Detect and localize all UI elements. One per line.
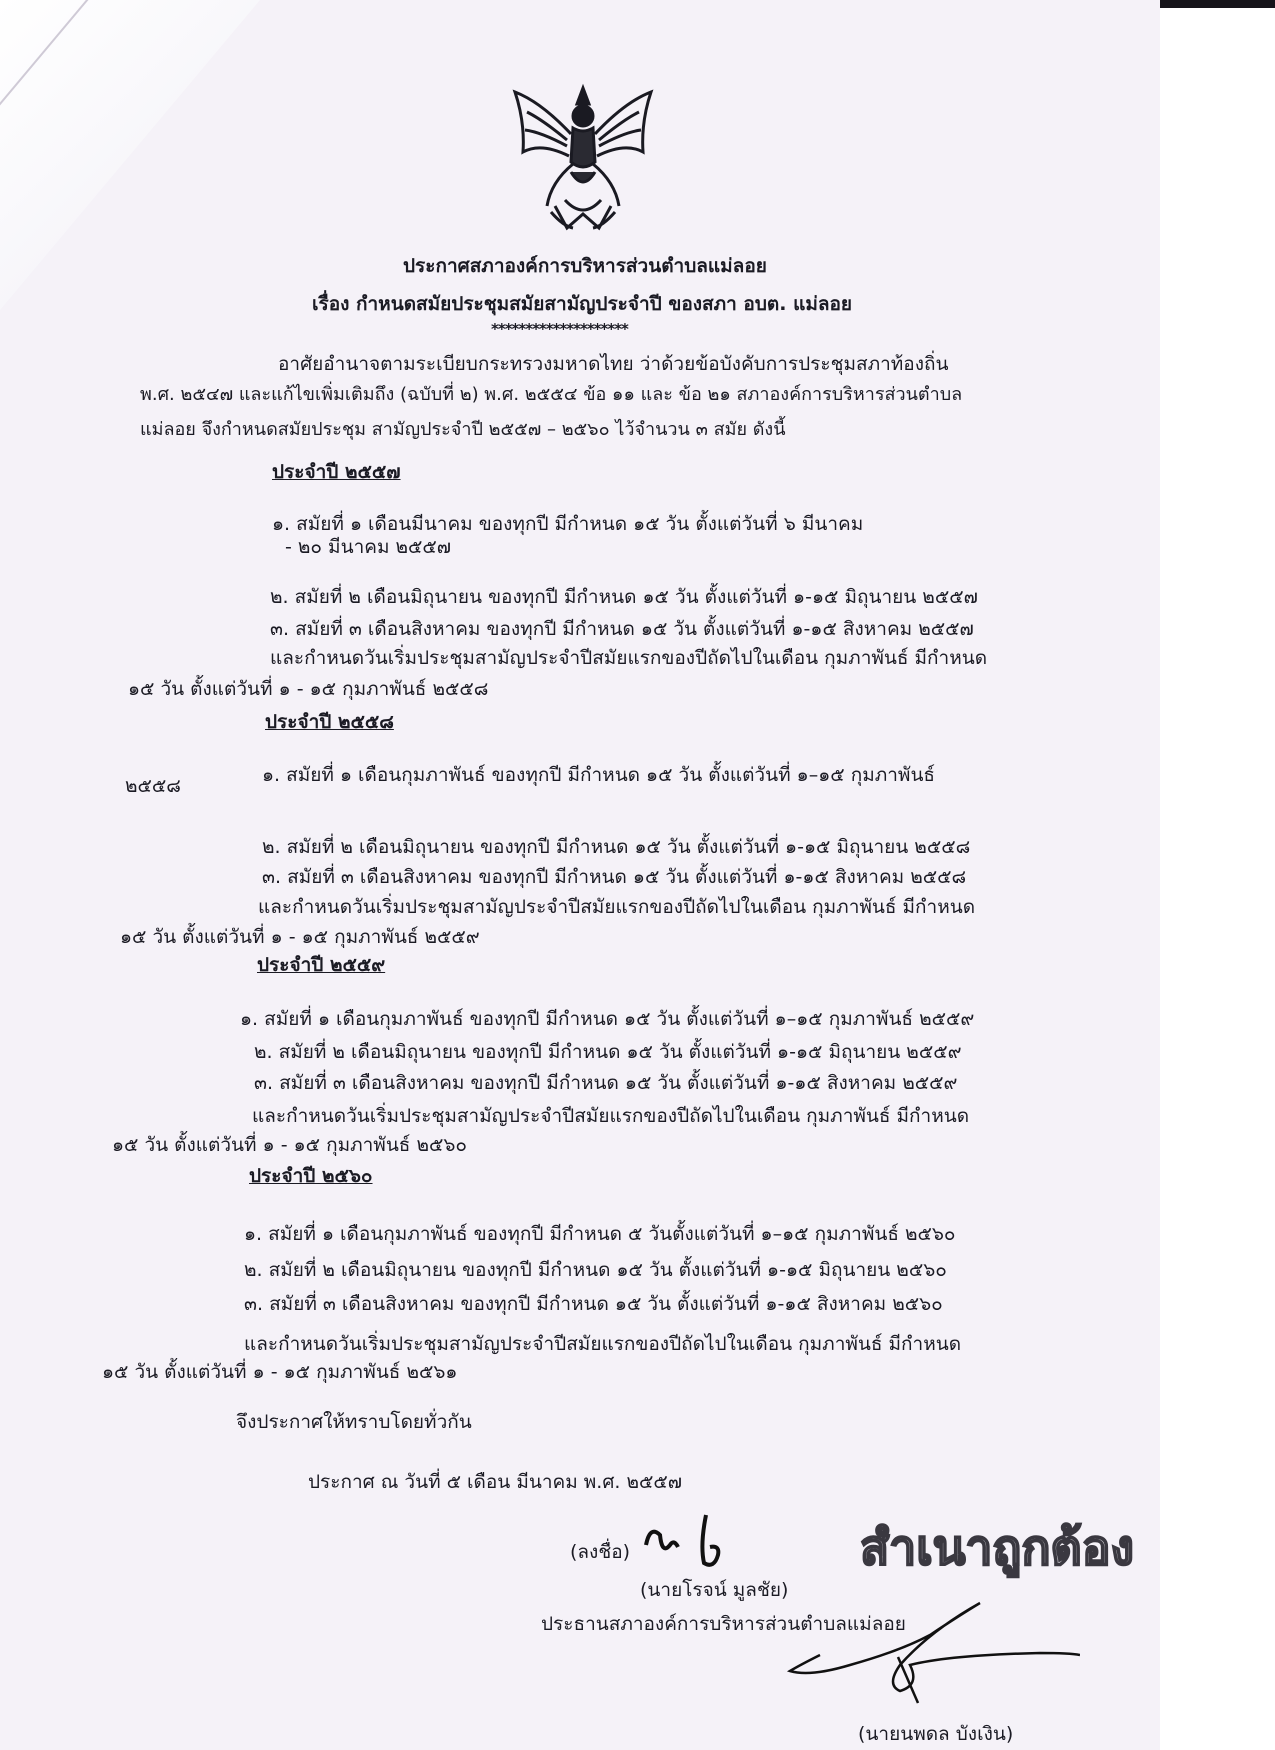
- section-heading-2560: ประจำปี ๒๕๖๐: [249, 1165, 373, 1187]
- garuda-emblem-icon: [511, 82, 655, 232]
- closing-announcement: จึงประกาศให้ทราบโดยทั่วกัน: [236, 1411, 472, 1433]
- list-item: ๑๕ วัน ตั้งแต่วันที่ ๑ - ๑๕ กุมภาพันธ์ ๒๕๖๐: [112, 1134, 468, 1156]
- list-item: ๑. สมัยที่ ๑ เดือนกุมภาพันธ์ ของทุกปี มีกำหนด ๕ วันตั้งแต่วันที่ ๑–๑๕ กุมภาพันธ์ ๒๕๖๐: [244, 1223, 956, 1245]
- intro-line: พ.ศ. ๒๕๔๗ และแก้ไขเพิ่มเติมถึง (ฉบับที่ ๒) พ.ศ. ๒๕๕๔ ข้อ ๑๑ และ ข้อ ๒๑ สภาองค์การบริหารส่วนตำบล: [140, 384, 963, 405]
- list-item: และกำหนดวันเริ่มประชุมสามัญประจำปีสมัยแรกของปีถัดไปในเดือน กุมภาพันธ์ มีกำหนด: [244, 1333, 962, 1355]
- heading-rule: ********************: [491, 320, 628, 338]
- signer-name: (นายโรจน์ มูลชัย): [640, 1579, 789, 1601]
- list-item: ๑. สมัยที่ ๑ เดือนมีนาคม ของทุกปี มีกำหนด ๑๕ วัน ตั้งแต่วันที่ ๖ มีนาคม: [272, 513, 864, 535]
- list-item: ๒. สมัยที่ ๒ เดือนมิถุนายน ของทุกปี มีกำหนด ๑๕ วัน ตั้งแต่วันที่ ๑-๑๕ มิถุนายน ๒๕๕๘: [262, 836, 971, 858]
- scanner-edge: [1160, 0, 1275, 8]
- signed-label: (ลงชื่อ): [570, 1541, 631, 1563]
- certifier-name: (นายนพดล บังเงิน): [858, 1723, 1014, 1745]
- list-item: และกำหนดวันเริ่มประชุมสามัญประจำปีสมัยแรกของปีถัดไปในเดือน กุมภาพันธ์ มีกำหนด: [252, 1105, 970, 1127]
- list-item: ๒. สมัยที่ ๒ เดือนมิถุนายน ของทุกปี มีกำหนด ๑๕ วัน ตั้งแต่วันที่ ๑-๑๕ มิถุนายน ๒๕๕๙: [254, 1041, 962, 1063]
- document-title: ประกาศสภาองค์การบริหารส่วนตำบลแม่ลอย: [403, 255, 767, 277]
- signature-mark: [640, 1505, 740, 1575]
- scanner-margin: [1160, 0, 1275, 1750]
- section-heading-2559: ประจำปี ๒๕๕๙: [257, 954, 386, 976]
- list-item: ๒. สมัยที่ ๒ เดือนมิถุนายน ของทุกปี มีกำหนด ๑๕ วัน ตั้งแต่วันที่ ๑-๑๕ มิถุนายน ๒๕๕๗: [270, 586, 978, 608]
- announcement-date: ประกาศ ณ วันที่ ๕ เดือน มีนาคม พ.ศ. ๒๕๕๗: [308, 1471, 683, 1493]
- section-heading-2557: ประจำปี ๒๕๕๗: [272, 461, 401, 483]
- certifier-signature: [780, 1595, 1080, 1715]
- list-item: และกำหนดวันเริ่มประชุมสามัญประจำปีสมัยแรกของปีถัดไปในเดือน กุมภาพันธ์ มีกำหนด: [270, 647, 988, 669]
- intro-line: แม่ลอย จึงกำหนดสมัยประชุม สามัญประจำปี ๒๕๕๗ – ๒๕๖๐ ไว้จำนวน ๓ สมัย ดังนี้: [140, 419, 786, 440]
- list-item: ๒. สมัยที่ ๒ เดือนมิถุนายน ของทุกปี มีกำหนด ๑๕ วัน ตั้งแต่วันที่ ๑-๑๕ มิถุนายน ๒๕๖๐: [244, 1259, 947, 1281]
- certified-stamp: สำเนาถูกต้อง: [860, 1520, 1134, 1576]
- list-item: - ๒๐ มีนาคม ๒๕๕๗: [285, 536, 452, 558]
- document-subject: เรื่อง กำหนดสมัยประชุมสมัยสามัญประจำปี ของสภา อบต. แม่ลอย: [312, 293, 853, 315]
- signer-position: ประธานสภาองค์การบริหารส่วนตำบลแม่ลอย: [541, 1613, 906, 1635]
- list-item: และกำหนดวันเริ่มประชุมสามัญประจำปีสมัยแรกของปีถัดไปในเดือน กุมภาพันธ์ มีกำหนด: [258, 896, 976, 918]
- list-item: ๓. สมัยที่ ๓ เดือนสิงหาคม ของทุกปี มีกำหนด ๑๕ วัน ตั้งแต่วันที่ ๑-๑๕ สิงหาคม ๒๕๕๗: [270, 618, 974, 640]
- intro-line: อาศัยอำนาจตามระเบียบกระทรวงมหาดไทย ว่าด้วยข้อบังคับการประชุมสภาท้องถิ่น: [278, 353, 949, 375]
- list-item: ๑๕ วัน ตั้งแต่วันที่ ๑ - ๑๕ กุมภาพันธ์ ๒๕๕๘: [128, 678, 489, 700]
- list-item: ๒๕๕๘: [125, 775, 181, 797]
- list-item: ๑. สมัยที่ ๑ เดือนกุมภาพันธ์ ของทุกปี มีกำหนด ๑๕ วัน ตั้งแต่วันที่ ๑–๑๕ กุมภาพันธ์ ๒๕๕๙: [240, 1008, 975, 1030]
- list-item: ๑. สมัยที่ ๑ เดือนกุมภาพันธ์ ของทุกปี มีกำหนด ๑๕ วัน ตั้งแต่วันที่ ๑–๑๕ กุมภาพันธ์: [262, 764, 936, 786]
- list-item: ๑๕ วัน ตั้งแต่วันที่ ๑ - ๑๕ กุมภาพันธ์ ๒๕๕๙: [120, 926, 480, 948]
- list-item: ๓. สมัยที่ ๓ เดือนสิงหาคม ของทุกปี มีกำหนด ๑๕ วัน ตั้งแต่วันที่ ๑-๑๕ สิงหาคม ๒๕๕๘: [262, 866, 967, 888]
- list-item: ๓. สมัยที่ ๓ เดือนสิงหาคม ของทุกปี มีกำหนด ๑๕ วัน ตั้งแต่วันที่ ๑-๑๕ สิงหาคม ๒๕๕๙: [254, 1072, 958, 1094]
- list-item: ๓. สมัยที่ ๓ เดือนสิงหาคม ของทุกปี มีกำหนด ๑๕ วัน ตั้งแต่วันที่ ๑-๑๕ สิงหาคม ๒๕๖๐: [244, 1293, 943, 1315]
- section-heading-2558: ประจำปี ๒๕๕๘: [265, 711, 394, 733]
- list-item: ๑๕ วัน ตั้งแต่วันที่ ๑ - ๑๕ กุมภาพันธ์ ๒๕๖๑: [102, 1361, 458, 1383]
